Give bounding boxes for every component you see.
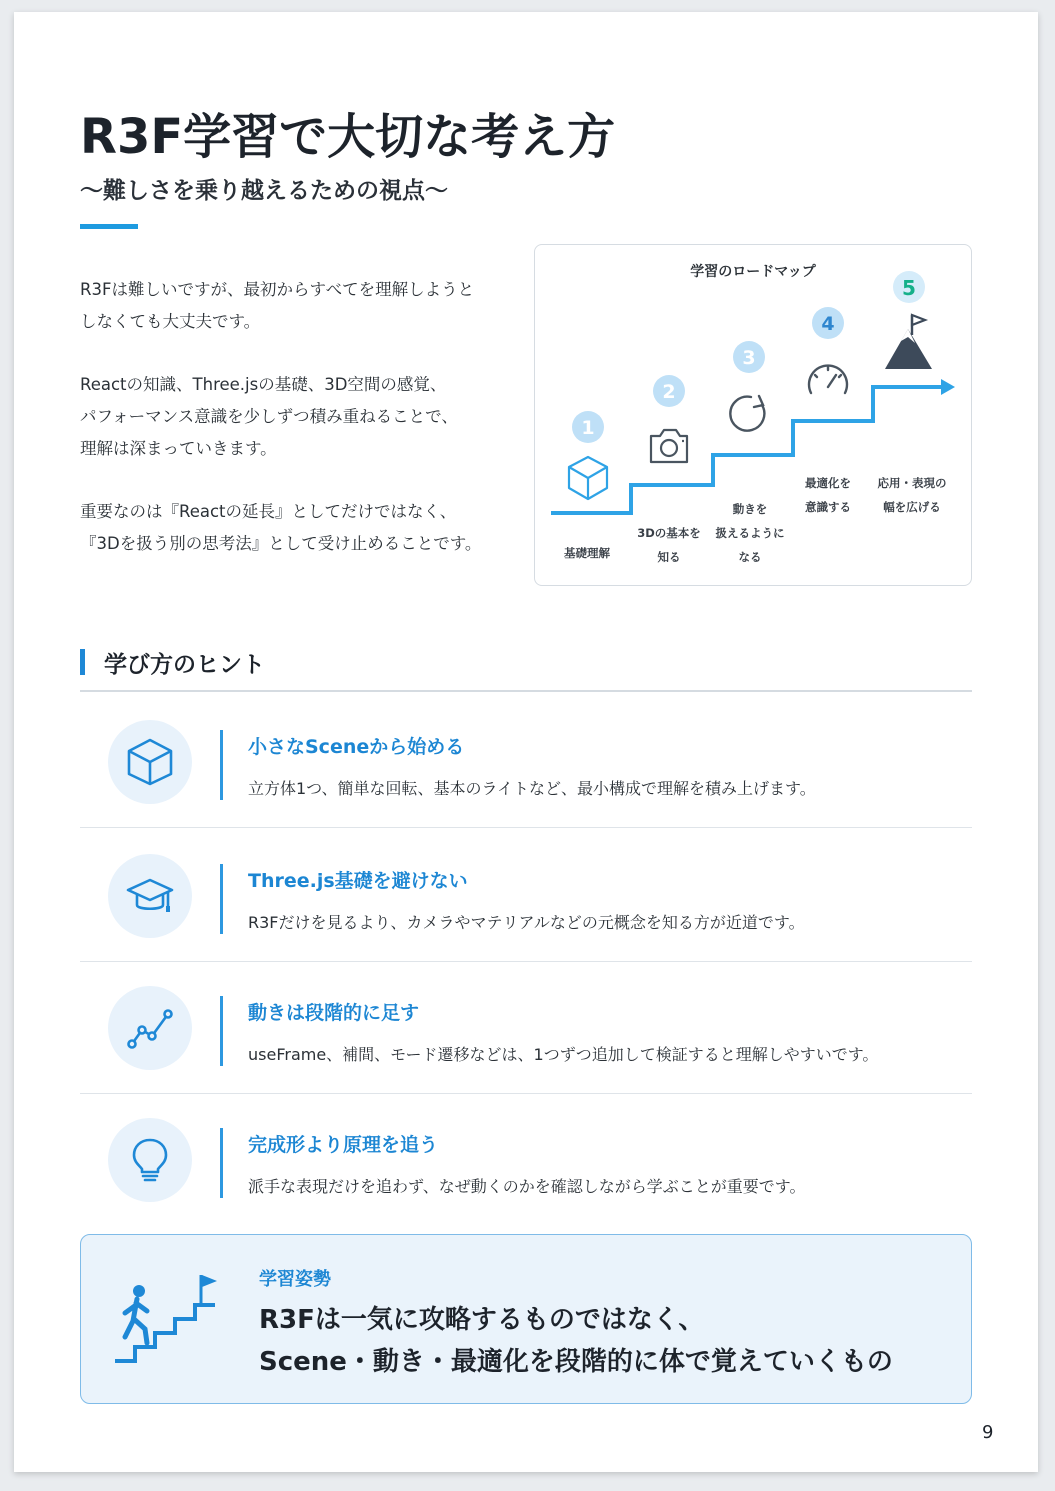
- title-accent-bar: [80, 224, 138, 229]
- step-badge-4: [812, 307, 844, 339]
- step-label-4: 最適化を 意識する: [805, 476, 851, 514]
- step-number-1: 1: [581, 417, 595, 439]
- hint-title: 小さなSceneから始める: [248, 736, 465, 758]
- step-number-2: 2: [662, 381, 676, 403]
- document-page: [14, 12, 1038, 1472]
- intro-paragraph: [80, 274, 530, 338]
- hint-divider-bar: [220, 730, 223, 800]
- hint-body: R3Fだけを見るより、カメラやマテリアルなどの元概念を知る方が近道です。: [248, 913, 805, 932]
- hint-item: [80, 696, 972, 828]
- step-badge-5: [893, 271, 925, 303]
- intro-text: [80, 274, 530, 591]
- intro-line: Reactの知識、Three.jsの基礎、3D空間の感覚、: [80, 375, 447, 394]
- hint-icon-circle: [108, 1118, 192, 1202]
- intro-paragraph: [80, 369, 530, 465]
- step-number-4: 4: [821, 313, 835, 335]
- hint-item: [80, 830, 972, 962]
- callout-line: Scene・動き・最適化を段階的に体で覚えていくもの: [259, 1347, 893, 1377]
- page-number: 9: [982, 1422, 994, 1443]
- hint-icon-circle: [108, 720, 192, 804]
- graduation-cap-icon: [126, 872, 174, 920]
- callout-label: 学習姿勢: [259, 1269, 331, 1290]
- lightbulb-icon: [126, 1136, 174, 1184]
- intro-line: 『3Dを扱う別の思考法』として受け止めることです。: [80, 534, 482, 553]
- hint-divider-bar: [220, 1128, 223, 1198]
- step-label-2: 3Dの基本を 知る: [637, 526, 701, 564]
- rotate-icon: [730, 396, 764, 431]
- hint-title: Three.js基礎を避けない: [248, 870, 468, 892]
- cube-icon: [569, 457, 607, 499]
- page-subtitle: 〜難しさを乗り越えるための視点〜: [80, 178, 448, 204]
- step-number-5: 5: [902, 276, 916, 300]
- step-label-1: 基礎理解: [564, 546, 610, 560]
- hint-body: 立方体1つ、簡単な回転、基本のライトなど、最小構成で理解を積み上げます。: [248, 779, 816, 798]
- section-divider: [80, 690, 972, 692]
- cube-icon: [126, 738, 174, 786]
- intro-line: 理解は深まっていきます。: [80, 439, 277, 458]
- hint-title: 完成形より原理を追う: [248, 1134, 439, 1156]
- step-number-3: 3: [742, 347, 756, 369]
- hint-item: [80, 1094, 972, 1226]
- hint-divider-bar: [220, 996, 223, 1066]
- roadmap-card: [534, 244, 972, 586]
- step-badge-1: [572, 411, 604, 443]
- page-title: R3F学習で大切な考え方: [80, 109, 616, 165]
- step-label-5: 応用・表現の 幅を広げる: [877, 476, 947, 514]
- roadmap-title: 学習のロードマップ: [690, 264, 816, 280]
- intro-paragraph: [80, 496, 530, 560]
- arrow-head-icon: [941, 379, 955, 395]
- intro-line: しなくても大丈夫です。: [80, 312, 261, 331]
- speedometer-icon: [809, 366, 847, 393]
- hint-title: 動きは段階的に足す: [248, 1002, 420, 1024]
- mountain-flag-icon: [885, 315, 932, 369]
- hint-icon-circle: [108, 854, 192, 938]
- intro-line: R3Fは難しいですが、最初からすべてを理解しようと: [80, 280, 475, 299]
- step-label-3: 動きを 扱えるように なる: [715, 502, 785, 564]
- section-accent-bar: [80, 649, 85, 675]
- section-title: 学び方のヒント: [104, 652, 265, 678]
- camera-icon: [651, 430, 687, 462]
- step-badge-3: [733, 341, 765, 373]
- climbing-stairs-flag-icon: [111, 1269, 221, 1365]
- hint-icon-circle: [108, 986, 192, 1070]
- hint-divider-bar: [220, 864, 223, 934]
- hint-body: useFrame、補間、モード遷移などは、1つずつ追加して検証すると理解しやすいです。: [248, 1045, 879, 1064]
- hint-separator: [80, 827, 972, 828]
- hint-item: [80, 962, 972, 1094]
- intro-line: パフォーマンス意識を少しずつ積み重ねることで、: [80, 407, 458, 426]
- line-chart-icon: [126, 1004, 174, 1052]
- intro-line: 重要なのは『Reactの延長』としてだけではなく、: [80, 502, 457, 521]
- learning-attitude-callout: [80, 1234, 972, 1404]
- callout-line: R3Fは一気に攻略するものではなく、: [259, 1305, 705, 1335]
- step-badge-2: [653, 375, 685, 407]
- hint-body: 派手な表現だけを追わず、なぜ動くのかを確認しながら学ぶことが重要です。: [248, 1177, 806, 1196]
